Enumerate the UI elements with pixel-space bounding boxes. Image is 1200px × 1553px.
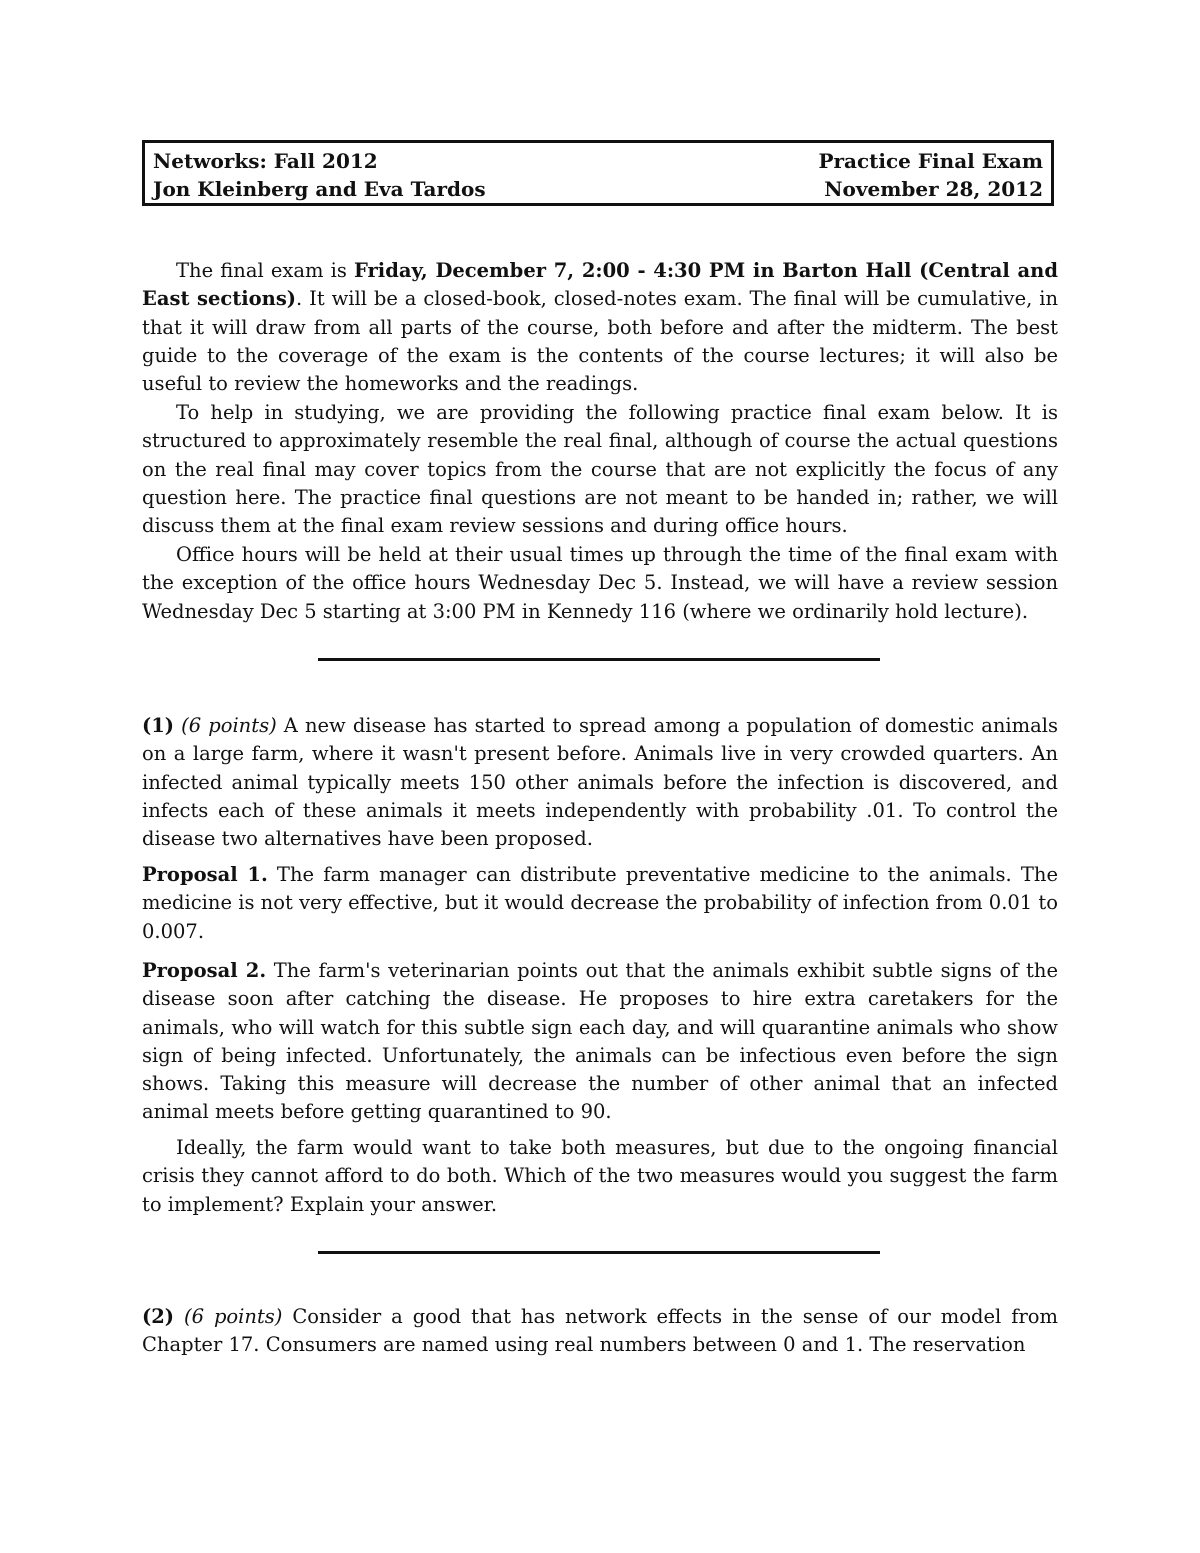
question-1-points: (6 points) <box>181 714 277 737</box>
question-2-statement: (2) (6 points) Consider a good that has network effects in the sense of our model from Chapter 17. Consumers are named using real numbers between 0 and 1. The reservation <box>142 1305 1058 1357</box>
exam-date: November 28, 2012 <box>824 177 1043 201</box>
course-title: Networks: Fall 2012 <box>153 149 378 173</box>
proposal-1: Proposal 1. The farm manager can distribute preventative medicine to the animals. The medicine is not very effective, but it would decrease the probability of infection from 0.01 to 0.007. <box>142 863 1058 943</box>
proposal-1-label: Proposal 1. <box>142 863 268 886</box>
authors: Jon Kleinberg and Eva Tardos <box>153 177 486 201</box>
intro-paragraph-1: The final exam is Friday, December 7, 2:00 - 4:30 PM in Barton Hall (Central and East sections). It will be a closed-book, closed-notes exam. The final will be cumulative, in that it will draw from all parts of the course, both before and after the midterm. The best guide to the coverage of the exam is the contents of the course lectures; it will also be useful to review the homeworks and the readings. <box>142 259 1058 396</box>
proposal-2-label: Proposal 2. <box>142 959 267 982</box>
exam-time-location: Friday, December 7, 2:00 - 4:30 PM in Barton Hall (Central and East sections) <box>142 259 1058 311</box>
question-1-statement: (1) (6 points) A new disease has started to spread among a population of domestic animals on a large farm, where it wasn't present before. Animals live in very crowded quarters. An infected animal typically meets 150 other animals before the infection is discovered, and infects each of these animals it meets independently with probability .01. To control the disease two alternatives have been proposed. <box>142 714 1058 851</box>
intro-paragraph-2: To help in studying, we are providing the following practice final exam below. It is structured to approximately resemble the real final, although of course the actual questions on the real final may cover topics from the course that are not explicitly the focus of any question here. The practice final questions are not meant to be handed in; rather, we will discuss them at the final exam review sessions and during office hours. <box>142 401 1058 538</box>
exam-title: Practice Final Exam <box>818 149 1043 173</box>
section-divider <box>318 658 880 661</box>
question-2-number: (2) <box>142 1305 175 1328</box>
question-1-number: (1) <box>142 714 175 737</box>
proposal-2: Proposal 2. The farm's veterinarian points out that the animals exhibit subtle signs of the disease soon after catching the disease. He proposes to hire extra caretakers for the animals, who will watch for this subtle sign each day, and will quarantine animals who show sign of being infected. Unfortunately, the animals can be infectious even before the sign shows. Taking this measure will decrease the number of other animal that an infected animal meets before getting quarantined to 90. <box>142 959 1058 1124</box>
exam-header-box <box>142 140 1054 206</box>
intro-paragraph-3: Office hours will be held at their usual times up through the time of the final exam with the exception of the office hours Wednesday Dec 5. Instead, we will have a review session Wednesday Dec 5 starting at 3:00 PM in Kennedy 116 (where we ordinarily hold lecture). <box>142 543 1058 623</box>
section-divider <box>318 1251 880 1254</box>
question-2-points: (6 points) <box>183 1305 283 1328</box>
question-1-closing: Ideally, the farm would want to take both measures, but due to the ongoing financial crisis they cannot afford to do both. Which of the two measures would you suggest the farm to implement? Explain your answer. <box>142 1136 1058 1216</box>
